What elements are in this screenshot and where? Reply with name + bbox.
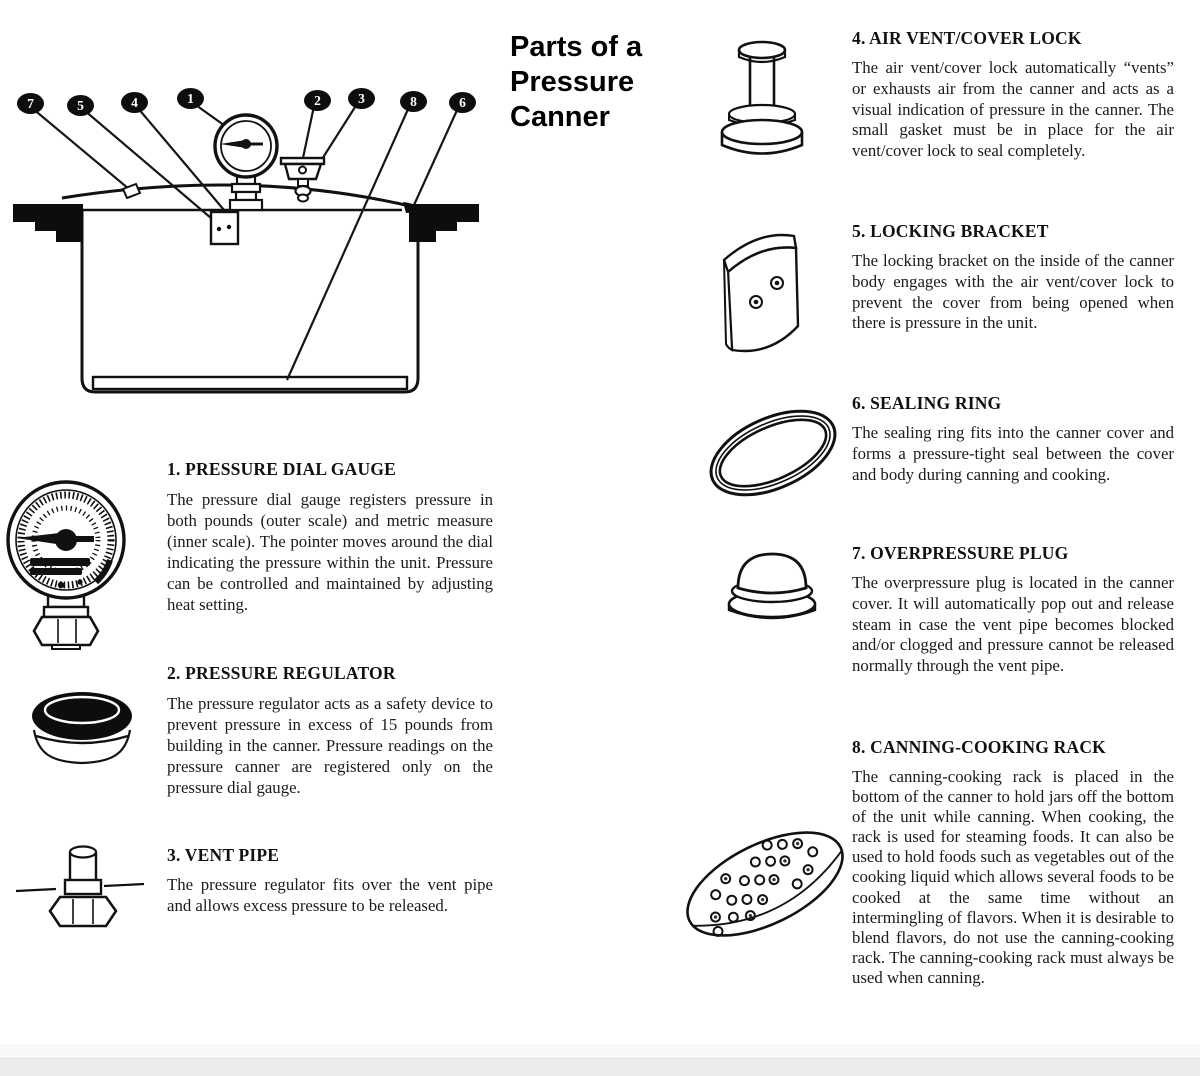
callout-5: 5: [67, 95, 94, 116]
sealing-ring-icon: [698, 398, 848, 508]
page-edge-shadow: [0, 1058, 1200, 1076]
part-heading-1: 1. PRESSURE DIAL GAUGE: [167, 459, 397, 479]
air-vent-cover-lock-icon: [720, 40, 804, 162]
part-heading-5: 5. LOCKING BRACKET: [852, 221, 1049, 241]
part-heading-4: 4. AIR VENT/COVER LOCK: [852, 28, 1082, 48]
part-heading-6: 6. SEALING RING: [852, 393, 1002, 413]
page-edge-shadow-light: [0, 1044, 1200, 1058]
pressure-dial-gauge-icon: [4, 468, 132, 650]
canning-cooking-rack-icon: [676, 810, 854, 958]
part-body-6: The sealing ring fits into the canner cover and forms a pressure-tight seal between the cover and body during canning and cooking.: [852, 423, 1174, 484]
page-title-line-1: Parts of a: [510, 31, 643, 63]
part-body-4: The air vent/cover lock automatically “vents” or exhausts air from the canner and acts as a visual indication of pressure in the canner. The small gasket must be in place for the air vent/cover lock to seal completely.: [852, 58, 1174, 161]
diagram-pressure-regulator: [281, 158, 324, 202]
page-title-line-3: Canner: [510, 101, 610, 133]
part-body-7: The overpressure plug is located in the canner cover. It will automatically pop out and release steam in case the vent pipe becomes blocked and/or clogged and pressure cannot be released normally through the vent pipe.: [852, 573, 1174, 676]
callout-4: 4: [121, 92, 148, 113]
diagram-sealing-ring-edge: [403, 202, 422, 213]
part-heading-7: 7. OVERPRESSURE PLUG: [852, 543, 1069, 563]
part-body-2: The pressure regulator acts as a safety device to prevent pressure in excess of 15 pounds from building in the canner. Pressure readings on the pressure canner are registered only on the pressure dial gauge.: [167, 694, 493, 797]
part-body-5: The locking bracket on the inside of the canner body engages with the air vent/cover lock to prevent the cover from being opened when there is pressure in the unit.: [852, 251, 1174, 333]
callout-7: 7: [17, 93, 44, 114]
part-heading-2: 2. PRESSURE REGULATOR: [167, 663, 396, 683]
part-body-8: The canning-cooking rack is placed in the bottom of the canner to hold jars off the bottom of the unit while canning. When cooking, the rack is used for steaming foods. It can also be used to hold foods such as vegetables out of the cooking liquid which allows several foods to be cooked at the same time without an intermingling of flavors. When it is desirable to blend flavors, do not use the canning-cooking rack. The canning-cooking rack must always be used when canning.: [852, 767, 1174, 987]
callout-2: 2: [304, 90, 331, 111]
diagram-gauge-stem: [230, 176, 262, 210]
diagram-locking-bracket: [211, 212, 238, 244]
part-heading-8: 8. CANNING-COOKING RACK: [852, 737, 1106, 757]
locking-bracket-icon: [710, 226, 805, 361]
part-heading-3: 3. VENT PIPE: [167, 845, 280, 865]
page-title-line-2: Pressure: [510, 66, 635, 98]
pressure-regulator-icon: [28, 690, 136, 782]
callout-6: 6: [449, 92, 476, 113]
callout-3: 3: [348, 88, 375, 109]
diagram-dial-gauge: [215, 115, 277, 177]
vent-pipe-icon: [16, 842, 144, 937]
overpressure-plug-icon: [726, 546, 818, 626]
callout-1: 1: [177, 88, 204, 109]
callout-8: 8: [400, 91, 427, 112]
part-body-3: The pressure regulator fits over the vent pipe and allows excess pressure to be released.: [167, 875, 493, 915]
page-title: [510, 30, 740, 135]
part-body-1: The pressure dial gauge registers pressure in both pounds (outer scale) and metric measure (inner scale). The pointer moves around the dial indicating the pressure within the unit. Pressure can be controlled and maintained by adjusting heat setting.: [167, 490, 493, 614]
